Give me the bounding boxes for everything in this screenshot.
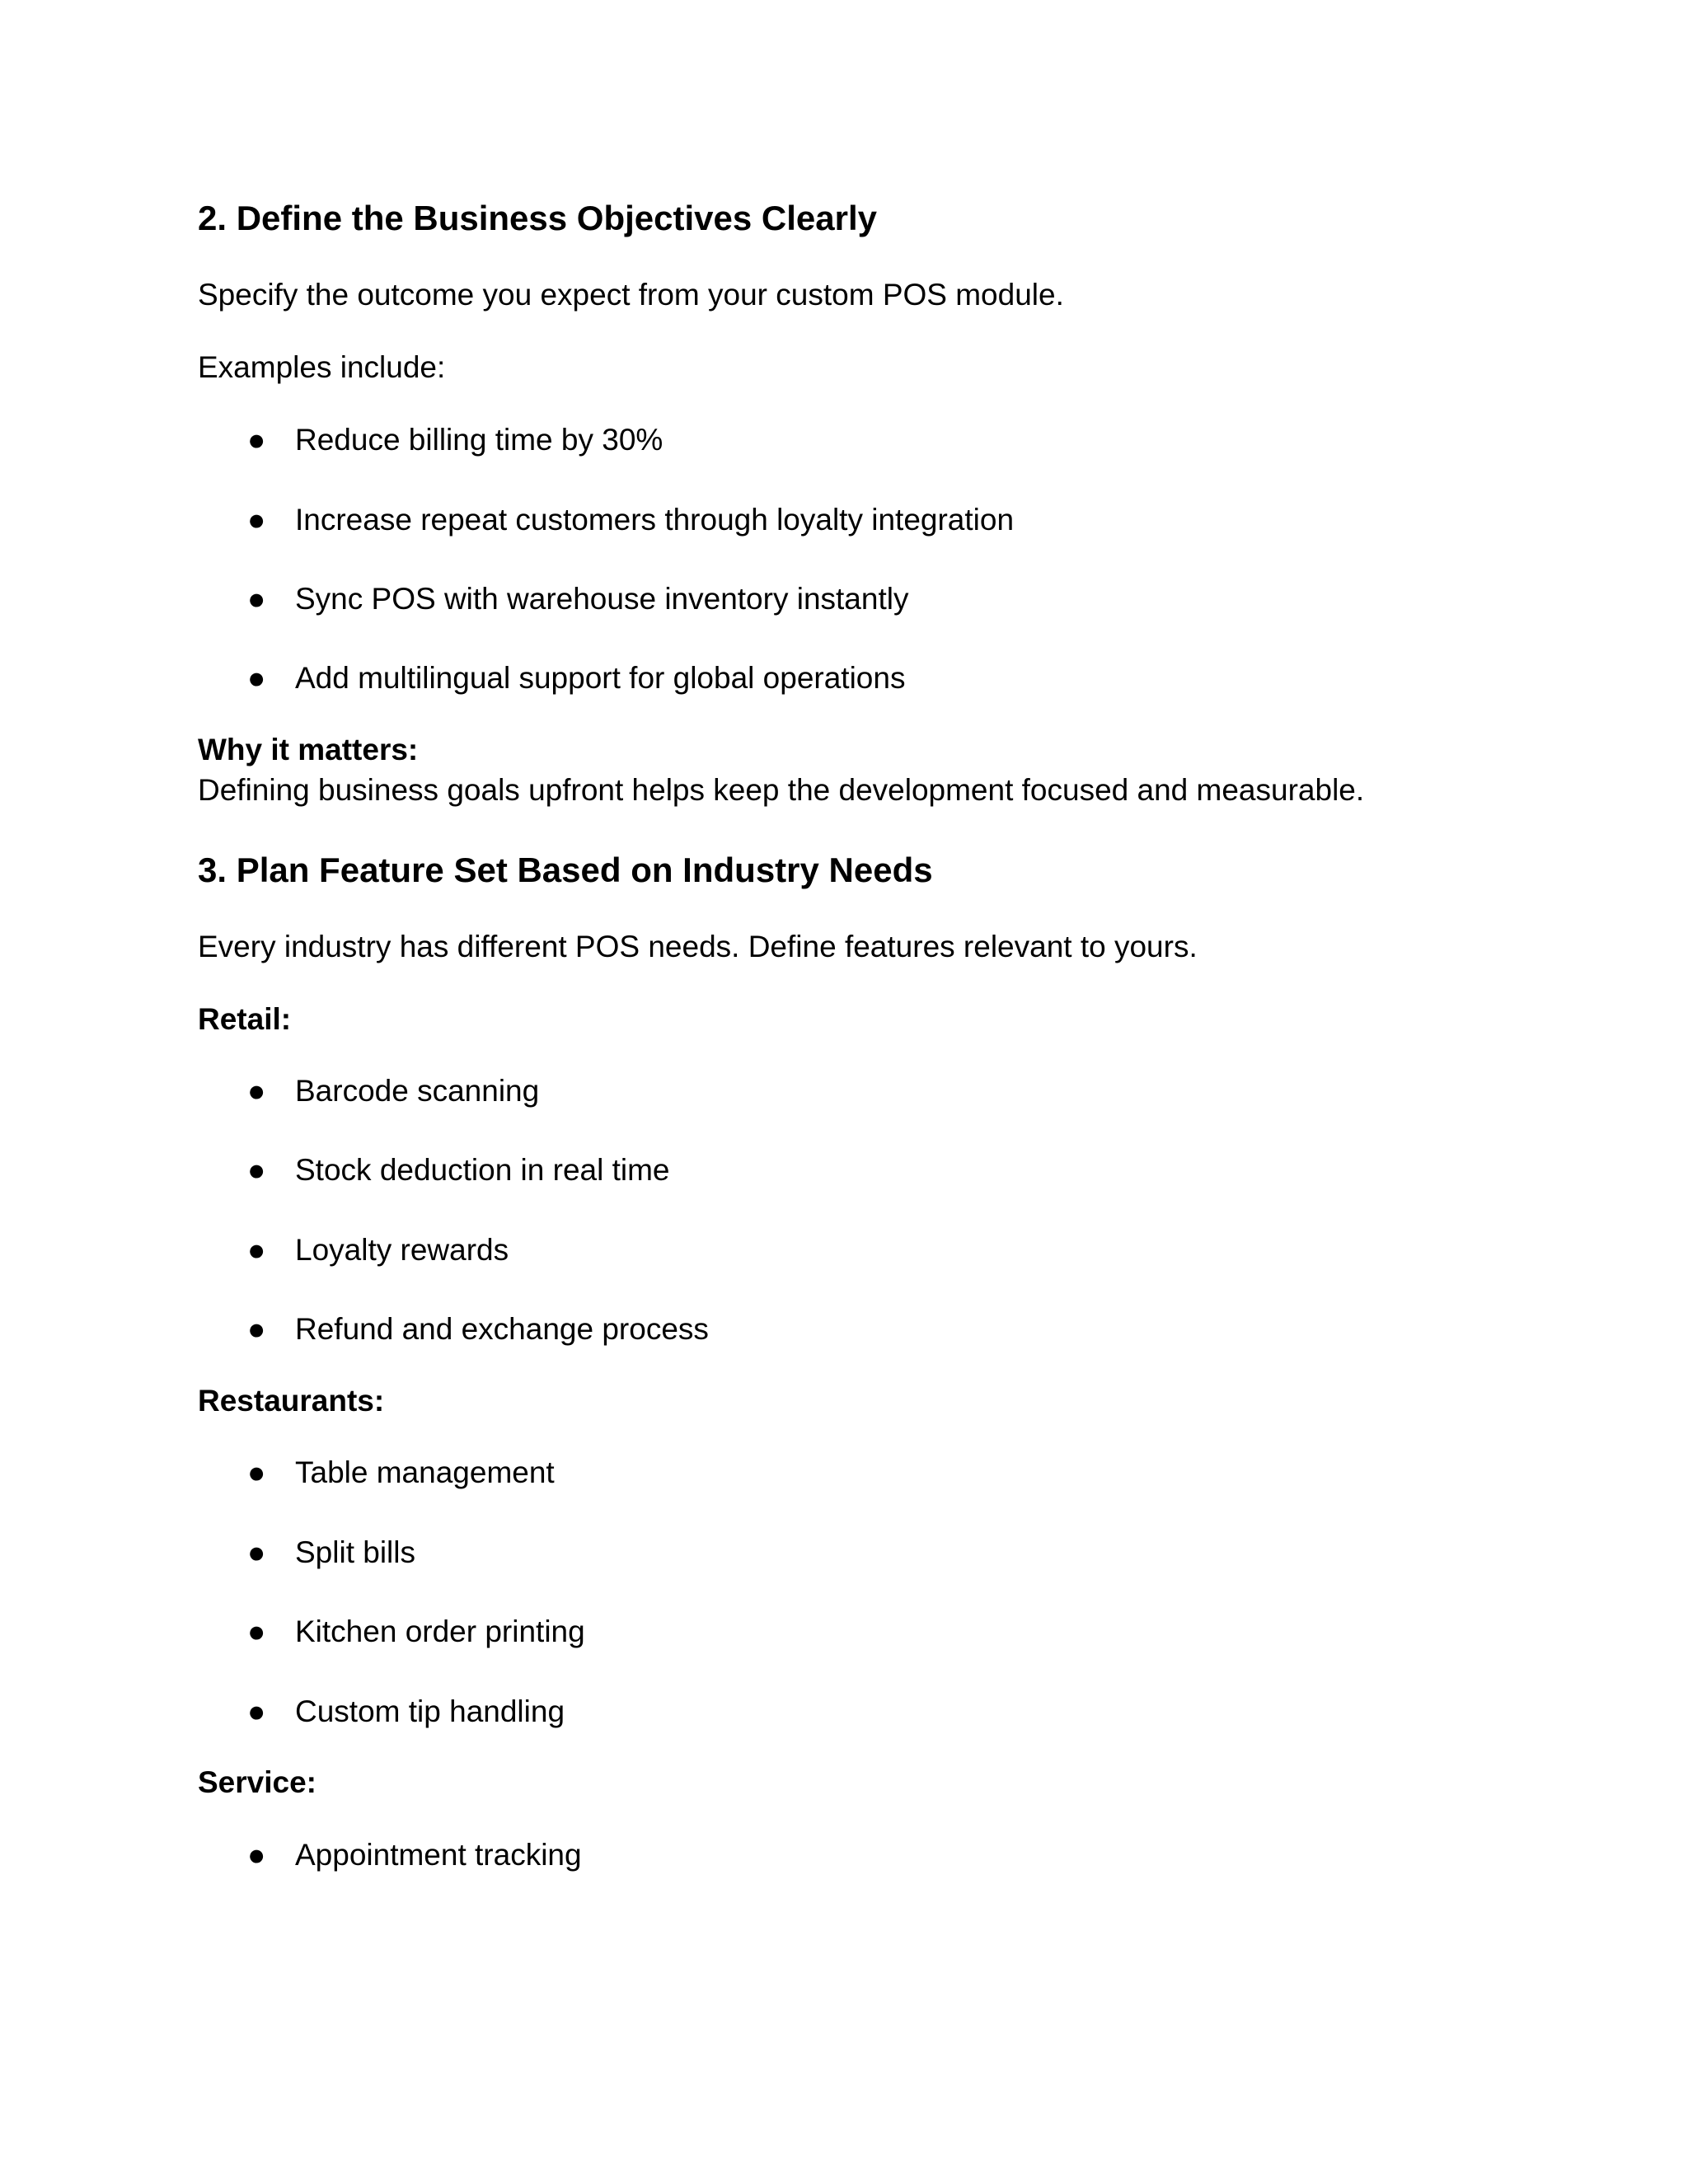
examples-label: Examples include:	[198, 350, 446, 384]
bullet-icon: ●	[247, 1535, 266, 1569]
bullet-icon: ●	[247, 1455, 266, 1489]
service-label: Service:	[198, 1765, 316, 1799]
list-item: Table management	[295, 1455, 555, 1489]
section-2-heading: 2. Define the Business Objectives Clearly	[198, 199, 878, 237]
bullet-icon: ●	[247, 661, 266, 695]
list-item: Increase repeat customers through loyalty integration	[295, 503, 1015, 537]
bullet-icon: ●	[247, 1694, 266, 1728]
list-item: Add multilingual support for global operations	[295, 661, 906, 695]
list-item: Reduce billing time by 30%	[295, 423, 663, 457]
bullet-icon: ●	[247, 1074, 266, 1108]
why-it-matters-text: Defining business goals upfront helps keep the development focused and measurable.	[198, 773, 1365, 807]
list-item: Stock deduction in real time	[295, 1153, 670, 1187]
list-item: Split bills	[295, 1535, 415, 1569]
retail-label: Retail:	[198, 1002, 292, 1036]
list-item: Custom tip handling	[295, 1694, 565, 1728]
list-item: Appointment tracking	[295, 1838, 582, 1872]
list-item: Kitchen order printing	[295, 1615, 585, 1648]
list-item: Sync POS with warehouse inventory instantly	[295, 582, 909, 616]
bullet-icon: ●	[247, 1153, 266, 1187]
bullet-icon: ●	[247, 1312, 266, 1346]
why-it-matters-label: Why it matters:	[198, 733, 419, 766]
list-item: Refund and exchange process	[295, 1312, 709, 1346]
bullet-icon: ●	[247, 1838, 266, 1872]
bullet-icon: ●	[247, 503, 266, 537]
bullet-icon: ●	[247, 423, 266, 457]
section-3-intro: Every industry has different POS needs. Define features relevant to yours.	[198, 930, 1198, 963]
list-item: Loyalty rewards	[295, 1233, 509, 1267]
bullet-icon: ●	[247, 582, 266, 616]
bullet-icon: ●	[247, 1615, 266, 1648]
list-item: Barcode scanning	[295, 1074, 540, 1108]
section-2-intro: Specify the outcome you expect from your custom POS module.	[198, 278, 1064, 312]
bullet-icon: ●	[247, 1233, 266, 1267]
section-3-heading: 3. Plan Feature Set Based on Industry Needs	[198, 851, 933, 889]
restaurants-label: Restaurants:	[198, 1384, 385, 1418]
